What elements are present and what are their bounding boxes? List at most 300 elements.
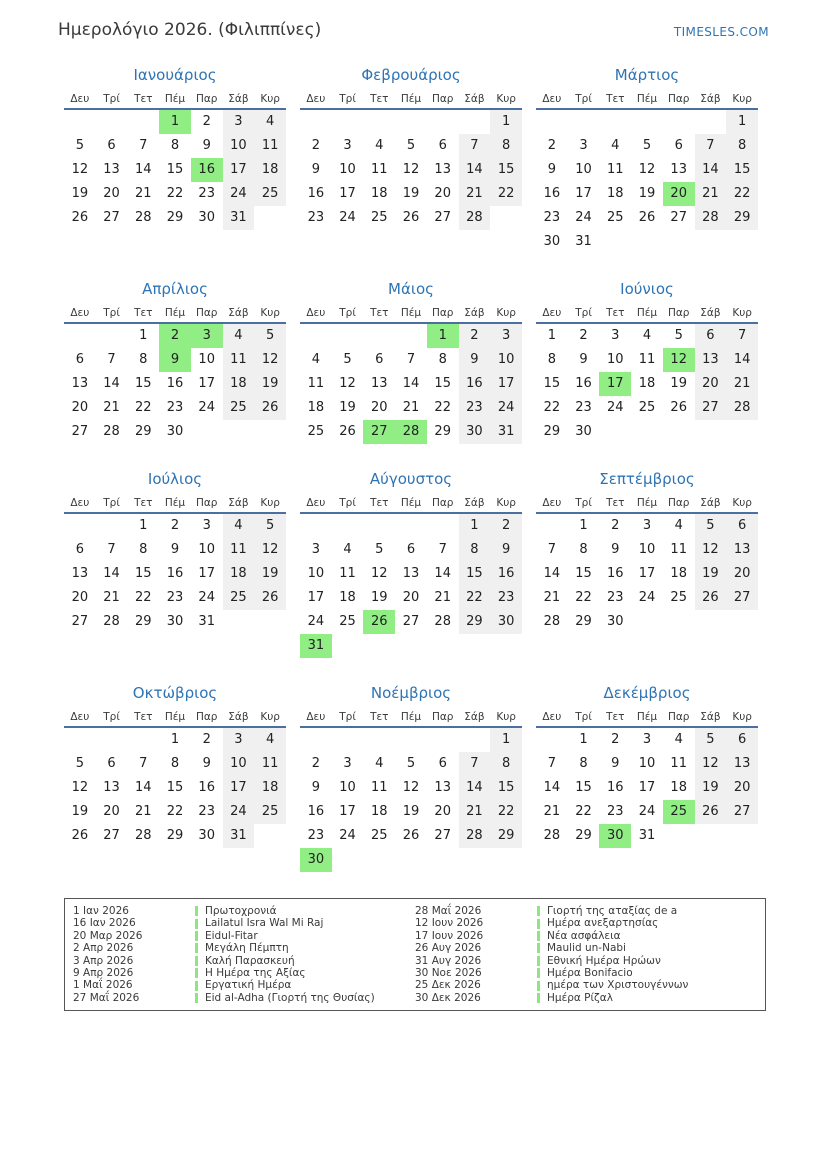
day-cell: 25	[670, 590, 687, 605]
day-cell: 14	[459, 158, 491, 182]
weekday-header-row	[64, 307, 286, 324]
weekday-header: Παρ	[431, 711, 454, 723]
day-cell: 4	[642, 328, 652, 343]
holiday-date: 1 Μαΐ 2026	[73, 979, 133, 992]
day-cell: 11	[670, 756, 687, 771]
weekday-header: Κυρ	[732, 93, 752, 105]
day-cell-empty	[726, 824, 758, 848]
day-cell-empty	[663, 610, 695, 634]
day-cell: 5	[695, 728, 727, 752]
weekday-header: Πέμ	[400, 93, 422, 105]
day-cell: 6	[75, 542, 84, 557]
day-cell: 24	[223, 182, 255, 206]
day-cell: 27	[71, 424, 89, 439]
site-link[interactable]: TIMESLES.COM	[673, 25, 769, 39]
week-row	[300, 420, 522, 444]
day-cell: 31	[223, 824, 255, 848]
day-cell: 15	[490, 158, 522, 182]
day-cell: 7	[547, 756, 556, 771]
day-cell: 2	[311, 138, 320, 153]
day-cell: 9	[490, 538, 522, 562]
day-cell: 15	[166, 780, 184, 795]
day-cell: 22	[135, 590, 152, 605]
day-cell: 8	[459, 538, 491, 562]
day-cell: 8	[547, 352, 556, 367]
day-cell: 5	[254, 514, 286, 538]
day-cell: 20	[371, 400, 388, 415]
day-cell-empty	[695, 110, 727, 134]
day-cell: 5	[406, 138, 416, 153]
day-cell: 27	[726, 800, 758, 824]
week-row	[536, 324, 758, 348]
day-cell-empty	[663, 230, 695, 254]
month	[536, 66, 758, 254]
day-cell: 4	[343, 542, 352, 557]
week-row	[536, 110, 758, 134]
day-cell: 16	[459, 372, 491, 396]
weekday-header: Δευ	[70, 93, 90, 105]
day-cell: 23	[607, 804, 624, 819]
day-cell: 19	[402, 186, 420, 201]
day-cell: 27	[103, 210, 120, 225]
weekday-header: Πέμ	[164, 711, 186, 723]
weekday-header: Δευ	[542, 497, 562, 509]
day-cell: 3	[311, 542, 320, 557]
week-row	[536, 800, 758, 824]
day-cell: 30	[166, 614, 184, 629]
holiday-name-wrap	[537, 967, 633, 979]
day-cell: 11	[254, 752, 286, 776]
day-cell: 21	[103, 590, 120, 605]
day-cell: 23	[490, 586, 522, 610]
week-row	[64, 586, 286, 610]
day-cell: 4	[223, 324, 255, 348]
day-cell-empty	[96, 728, 128, 752]
day-cell: 10	[339, 162, 356, 177]
weekday-header: Δευ	[542, 711, 562, 723]
holiday-day-cell: 20	[663, 182, 695, 206]
weekday-header: Τρί	[575, 93, 592, 105]
day-cell: 13	[434, 162, 451, 177]
day-cell-empty	[395, 324, 427, 348]
holiday-day-cell: 27	[363, 420, 395, 444]
day-cell: 18	[307, 400, 325, 415]
day-cell: 15	[575, 566, 592, 581]
day-cell: 23	[166, 400, 184, 415]
day-cell: 8	[490, 752, 522, 776]
week-row	[64, 158, 286, 182]
page-title: Ημερολόγιο 2026. (Φιλιππίνες)	[58, 20, 322, 40]
day-cell: 26	[254, 586, 286, 610]
holiday-marker-icon	[537, 931, 540, 941]
day-cell: 8	[438, 352, 447, 367]
day-cell-empty	[459, 110, 491, 134]
day-cell: 17	[307, 590, 325, 605]
day-cell: 24	[490, 396, 522, 420]
month-title: Οκτώβριος	[132, 684, 218, 702]
day-cell: 19	[670, 376, 687, 391]
day-cell: 8	[579, 542, 588, 557]
day-cell-empty	[631, 610, 663, 634]
day-cell: 6	[107, 138, 116, 153]
day-cell: 19	[638, 186, 656, 201]
week-row	[64, 134, 286, 158]
day-cell: 13	[670, 162, 687, 177]
day-cell-empty	[127, 728, 159, 752]
month	[64, 684, 286, 872]
week-row	[536, 610, 758, 634]
week-row	[536, 158, 758, 182]
day-cell: 28	[726, 396, 758, 420]
day-cell: 22	[543, 400, 561, 415]
day-cell: 29	[434, 424, 451, 439]
weekday-header: Σάβ	[228, 93, 249, 105]
day-cell-empty	[363, 848, 395, 872]
weekday-header: Κυρ	[260, 93, 280, 105]
day-cell: 22	[490, 182, 522, 206]
weekday-header: Τετ	[134, 93, 153, 105]
month-title: Δεκέμβριος	[603, 684, 691, 702]
weekday-header-row	[300, 711, 522, 728]
weekday-header: Κυρ	[732, 497, 752, 509]
day-cell: 19	[339, 400, 356, 415]
day-cell: 3	[202, 518, 211, 533]
day-cell-empty	[427, 634, 459, 658]
weekday-header: Πέμ	[636, 93, 658, 105]
day-cell: 13	[726, 538, 758, 562]
weekday-header: Κυρ	[496, 307, 516, 319]
holiday-day-cell: 28	[395, 420, 427, 444]
day-cell: 15	[543, 376, 561, 391]
holiday-name-wrap	[195, 917, 323, 929]
day-cell-empty	[427, 728, 459, 752]
weekday-header: Κυρ	[496, 93, 516, 105]
day-cell: 8	[490, 134, 522, 158]
day-cell: 25	[254, 800, 286, 824]
holiday-entry	[73, 955, 415, 967]
day-cell: 12	[71, 780, 89, 795]
day-cell-empty	[599, 230, 631, 254]
day-cell-empty	[254, 420, 286, 444]
day-cell: 31	[223, 206, 255, 230]
holiday-name-label: Ημέρα ανεξαρτησίας	[547, 917, 659, 930]
week-row	[300, 348, 522, 372]
week-row	[536, 372, 758, 396]
day-cell: 17	[575, 186, 592, 201]
day-cell-empty	[427, 514, 459, 538]
day-cell: 10	[198, 352, 215, 367]
day-cell: 6	[726, 728, 758, 752]
weekday-header: Σάβ	[464, 497, 485, 509]
day-cell: 17	[638, 780, 656, 795]
day-cell: 21	[103, 400, 120, 415]
day-cell-empty	[127, 110, 159, 134]
day-cell: 30	[166, 424, 184, 439]
day-cell: 4	[611, 138, 620, 153]
holiday-day-cell: 9	[159, 348, 191, 372]
weekday-header: Τρί	[103, 93, 120, 105]
month	[300, 684, 522, 872]
holiday-date: 9 Απρ 2026	[73, 967, 134, 980]
day-cell: 18	[371, 186, 388, 201]
day-cell: 29	[459, 610, 491, 634]
day-cell: 23	[166, 590, 184, 605]
day-cell-empty	[459, 728, 491, 752]
holiday-marker-icon	[195, 931, 198, 941]
day-cell-empty	[96, 110, 128, 134]
day-cell: 9	[311, 162, 320, 177]
holiday-legend	[64, 898, 766, 1011]
holiday-name-label: Νέα ασφάλεια	[547, 929, 621, 942]
holiday-marker-icon	[537, 919, 540, 929]
day-cell-empty	[631, 230, 663, 254]
holiday-day-cell: 16	[191, 158, 223, 182]
day-cell: 16	[490, 562, 522, 586]
holiday-entry	[415, 917, 757, 929]
day-cell: 19	[371, 590, 388, 605]
weekday-header: Κυρ	[732, 711, 752, 723]
day-cell-empty	[726, 420, 758, 444]
weekday-header: Πέμ	[400, 711, 422, 723]
holiday-day-cell: 26	[363, 610, 395, 634]
week-row	[536, 752, 758, 776]
day-cell: 4	[375, 138, 384, 153]
weekday-header: Τρί	[339, 307, 356, 319]
day-cell: 23	[575, 400, 592, 415]
day-cell: 6	[438, 138, 447, 153]
weekday-header: Δευ	[542, 307, 562, 319]
day-cell-empty	[363, 324, 395, 348]
weekday-header-row	[64, 711, 286, 728]
week-row	[536, 206, 758, 230]
week-row	[300, 206, 522, 230]
day-cell: 20	[695, 372, 727, 396]
holiday-name-wrap	[195, 967, 306, 979]
weekday-header: Τετ	[606, 497, 625, 509]
day-cell-empty	[223, 420, 255, 444]
weekday-header-row	[64, 93, 286, 110]
month-title: Μάρτιος	[614, 66, 680, 84]
week-row	[536, 824, 758, 848]
day-cell: 7	[459, 752, 491, 776]
day-cell: 15	[575, 780, 592, 795]
day-cell-empty	[536, 728, 568, 752]
day-cell: 4	[674, 732, 683, 747]
weekday-header: Τρί	[103, 711, 120, 723]
month-title: Απρίλιος	[142, 280, 208, 298]
weekday-header: Τρί	[339, 93, 356, 105]
weekday-header-row	[64, 497, 286, 514]
day-cell: 27	[695, 396, 727, 420]
holiday-day-cell: 1	[427, 324, 459, 348]
day-cell: 5	[406, 756, 416, 771]
day-cell-empty	[64, 324, 96, 348]
day-cell: 31	[575, 234, 592, 249]
weekday-header-row	[300, 93, 522, 110]
day-cell: 5	[642, 138, 652, 153]
day-cell: 1	[170, 732, 180, 747]
day-cell: 21	[135, 804, 152, 819]
week-row	[536, 586, 758, 610]
day-cell: 27	[402, 614, 420, 629]
day-cell: 15	[459, 562, 491, 586]
day-cell: 30	[607, 614, 624, 629]
holiday-name-label: Lailatul Isra Wal Mi Raj	[205, 917, 324, 930]
weekday-header: Τρί	[575, 497, 592, 509]
day-cell: 29	[575, 614, 592, 629]
day-cell: 2	[202, 732, 211, 747]
holiday-day-cell: 1	[159, 110, 191, 134]
day-cell: 9	[202, 756, 211, 771]
holiday-name-wrap	[195, 992, 375, 1004]
day-cell: 22	[434, 400, 451, 415]
week-row	[300, 728, 522, 752]
day-cell: 29	[166, 210, 184, 225]
holiday-marker-icon	[195, 968, 198, 978]
holiday-day-cell: 30	[300, 848, 332, 872]
week-row	[300, 776, 522, 800]
month	[536, 280, 758, 444]
weekday-header: Τρί	[575, 711, 592, 723]
day-cell: 23	[307, 210, 325, 225]
day-cell-empty	[631, 420, 663, 444]
day-cell: 14	[543, 566, 561, 581]
holiday-name-wrap	[537, 992, 613, 1004]
day-cell: 2	[311, 756, 320, 771]
week-row	[536, 182, 758, 206]
day-cell: 24	[575, 210, 592, 225]
day-cell: 8	[170, 138, 180, 153]
weekday-header: Σάβ	[464, 711, 485, 723]
day-cell: 26	[670, 400, 687, 415]
day-cell-empty	[363, 728, 395, 752]
holiday-day-cell: 17	[599, 372, 631, 396]
month-title: Σεπτέμβριος	[599, 470, 695, 488]
holiday-marker-icon	[195, 956, 198, 966]
holiday-date: 31 Αυγ 2026	[415, 954, 482, 967]
day-cell: 18	[223, 562, 255, 586]
day-cell-empty	[254, 824, 286, 848]
day-cell: 20	[726, 562, 758, 586]
weekday-header: Σάβ	[228, 497, 249, 509]
week-row	[64, 728, 286, 752]
day-cell: 10	[223, 134, 255, 158]
day-cell: 25	[223, 396, 255, 420]
day-cell: 15	[434, 376, 451, 391]
day-cell: 7	[438, 542, 447, 557]
day-cell: 14	[434, 566, 451, 581]
day-cell: 3	[579, 138, 588, 153]
week-row	[300, 586, 522, 610]
weekday-header: Δευ	[306, 93, 326, 105]
day-cell-empty	[663, 824, 695, 848]
day-cell: 13	[103, 162, 120, 177]
day-cell: 9	[311, 780, 320, 795]
holiday-name-wrap	[195, 930, 258, 942]
day-cell: 28	[695, 206, 727, 230]
day-cell: 12	[254, 348, 286, 372]
weekday-header: Σάβ	[464, 307, 485, 319]
day-cell: 16	[166, 566, 184, 581]
holiday-marker-icon	[537, 906, 540, 916]
holiday-date: 30 Δεκ 2026	[415, 991, 481, 1004]
holiday-date: 20 Μαρ 2026	[73, 929, 143, 942]
day-cell: 24	[638, 590, 656, 605]
day-cell-empty	[695, 230, 727, 254]
day-cell: 13	[695, 348, 727, 372]
week-row	[64, 776, 286, 800]
day-cell: 19	[254, 372, 286, 396]
holiday-entry	[415, 905, 757, 917]
week-row	[536, 538, 758, 562]
day-cell: 18	[339, 590, 356, 605]
holiday-day-cell: 2	[159, 324, 191, 348]
month-title: Ιούνιος	[620, 280, 674, 298]
day-cell: 31	[198, 614, 215, 629]
week-row	[64, 396, 286, 420]
day-cell: 6	[107, 756, 116, 771]
day-cell-empty	[695, 610, 727, 634]
months-grid	[64, 66, 827, 872]
day-cell: 18	[254, 158, 286, 182]
day-cell: 14	[402, 376, 420, 391]
day-cell: 10	[638, 756, 656, 771]
day-cell: 15	[726, 158, 758, 182]
day-cell: 25	[371, 210, 388, 225]
weekday-header: Τετ	[134, 497, 153, 509]
day-cell: 29	[135, 424, 152, 439]
day-cell: 23	[459, 396, 491, 420]
day-cell: 26	[71, 828, 89, 843]
day-cell: 21	[459, 800, 491, 824]
day-cell: 18	[223, 372, 255, 396]
day-cell-empty	[695, 420, 727, 444]
day-cell-empty	[395, 514, 427, 538]
holiday-entry	[415, 955, 757, 967]
holiday-day-cell: 3	[191, 324, 223, 348]
day-cell: 14	[135, 162, 152, 177]
day-cell: 2	[490, 514, 522, 538]
day-cell: 1	[490, 110, 522, 134]
day-cell: 21	[726, 372, 758, 396]
day-cell: 23	[607, 590, 624, 605]
day-cell: 14	[726, 348, 758, 372]
holiday-date: 25 Δεκ 2026	[415, 979, 481, 992]
day-cell: 18	[371, 804, 388, 819]
day-cell: 24	[339, 210, 356, 225]
weekday-header: Σάβ	[700, 93, 721, 105]
day-cell: 21	[543, 804, 561, 819]
day-cell: 18	[607, 186, 624, 201]
week-row	[64, 206, 286, 230]
day-cell: 6	[406, 542, 416, 557]
holiday-date: 12 Ιουν 2026	[415, 917, 484, 930]
holiday-name-wrap	[537, 979, 688, 991]
day-cell: 30	[575, 424, 592, 439]
weekday-header: Δευ	[542, 93, 562, 105]
day-cell: 29	[135, 614, 152, 629]
day-cell: 8	[139, 542, 148, 557]
day-cell: 16	[307, 804, 325, 819]
weekday-header: Σάβ	[700, 307, 721, 319]
day-cell: 29	[726, 206, 758, 230]
holiday-day-cell: 31	[300, 634, 332, 658]
holiday-date: 3 Απρ 2026	[73, 954, 134, 967]
day-cell: 26	[71, 210, 89, 225]
week-row	[64, 562, 286, 586]
day-cell: 21	[695, 182, 727, 206]
day-cell-empty	[726, 230, 758, 254]
